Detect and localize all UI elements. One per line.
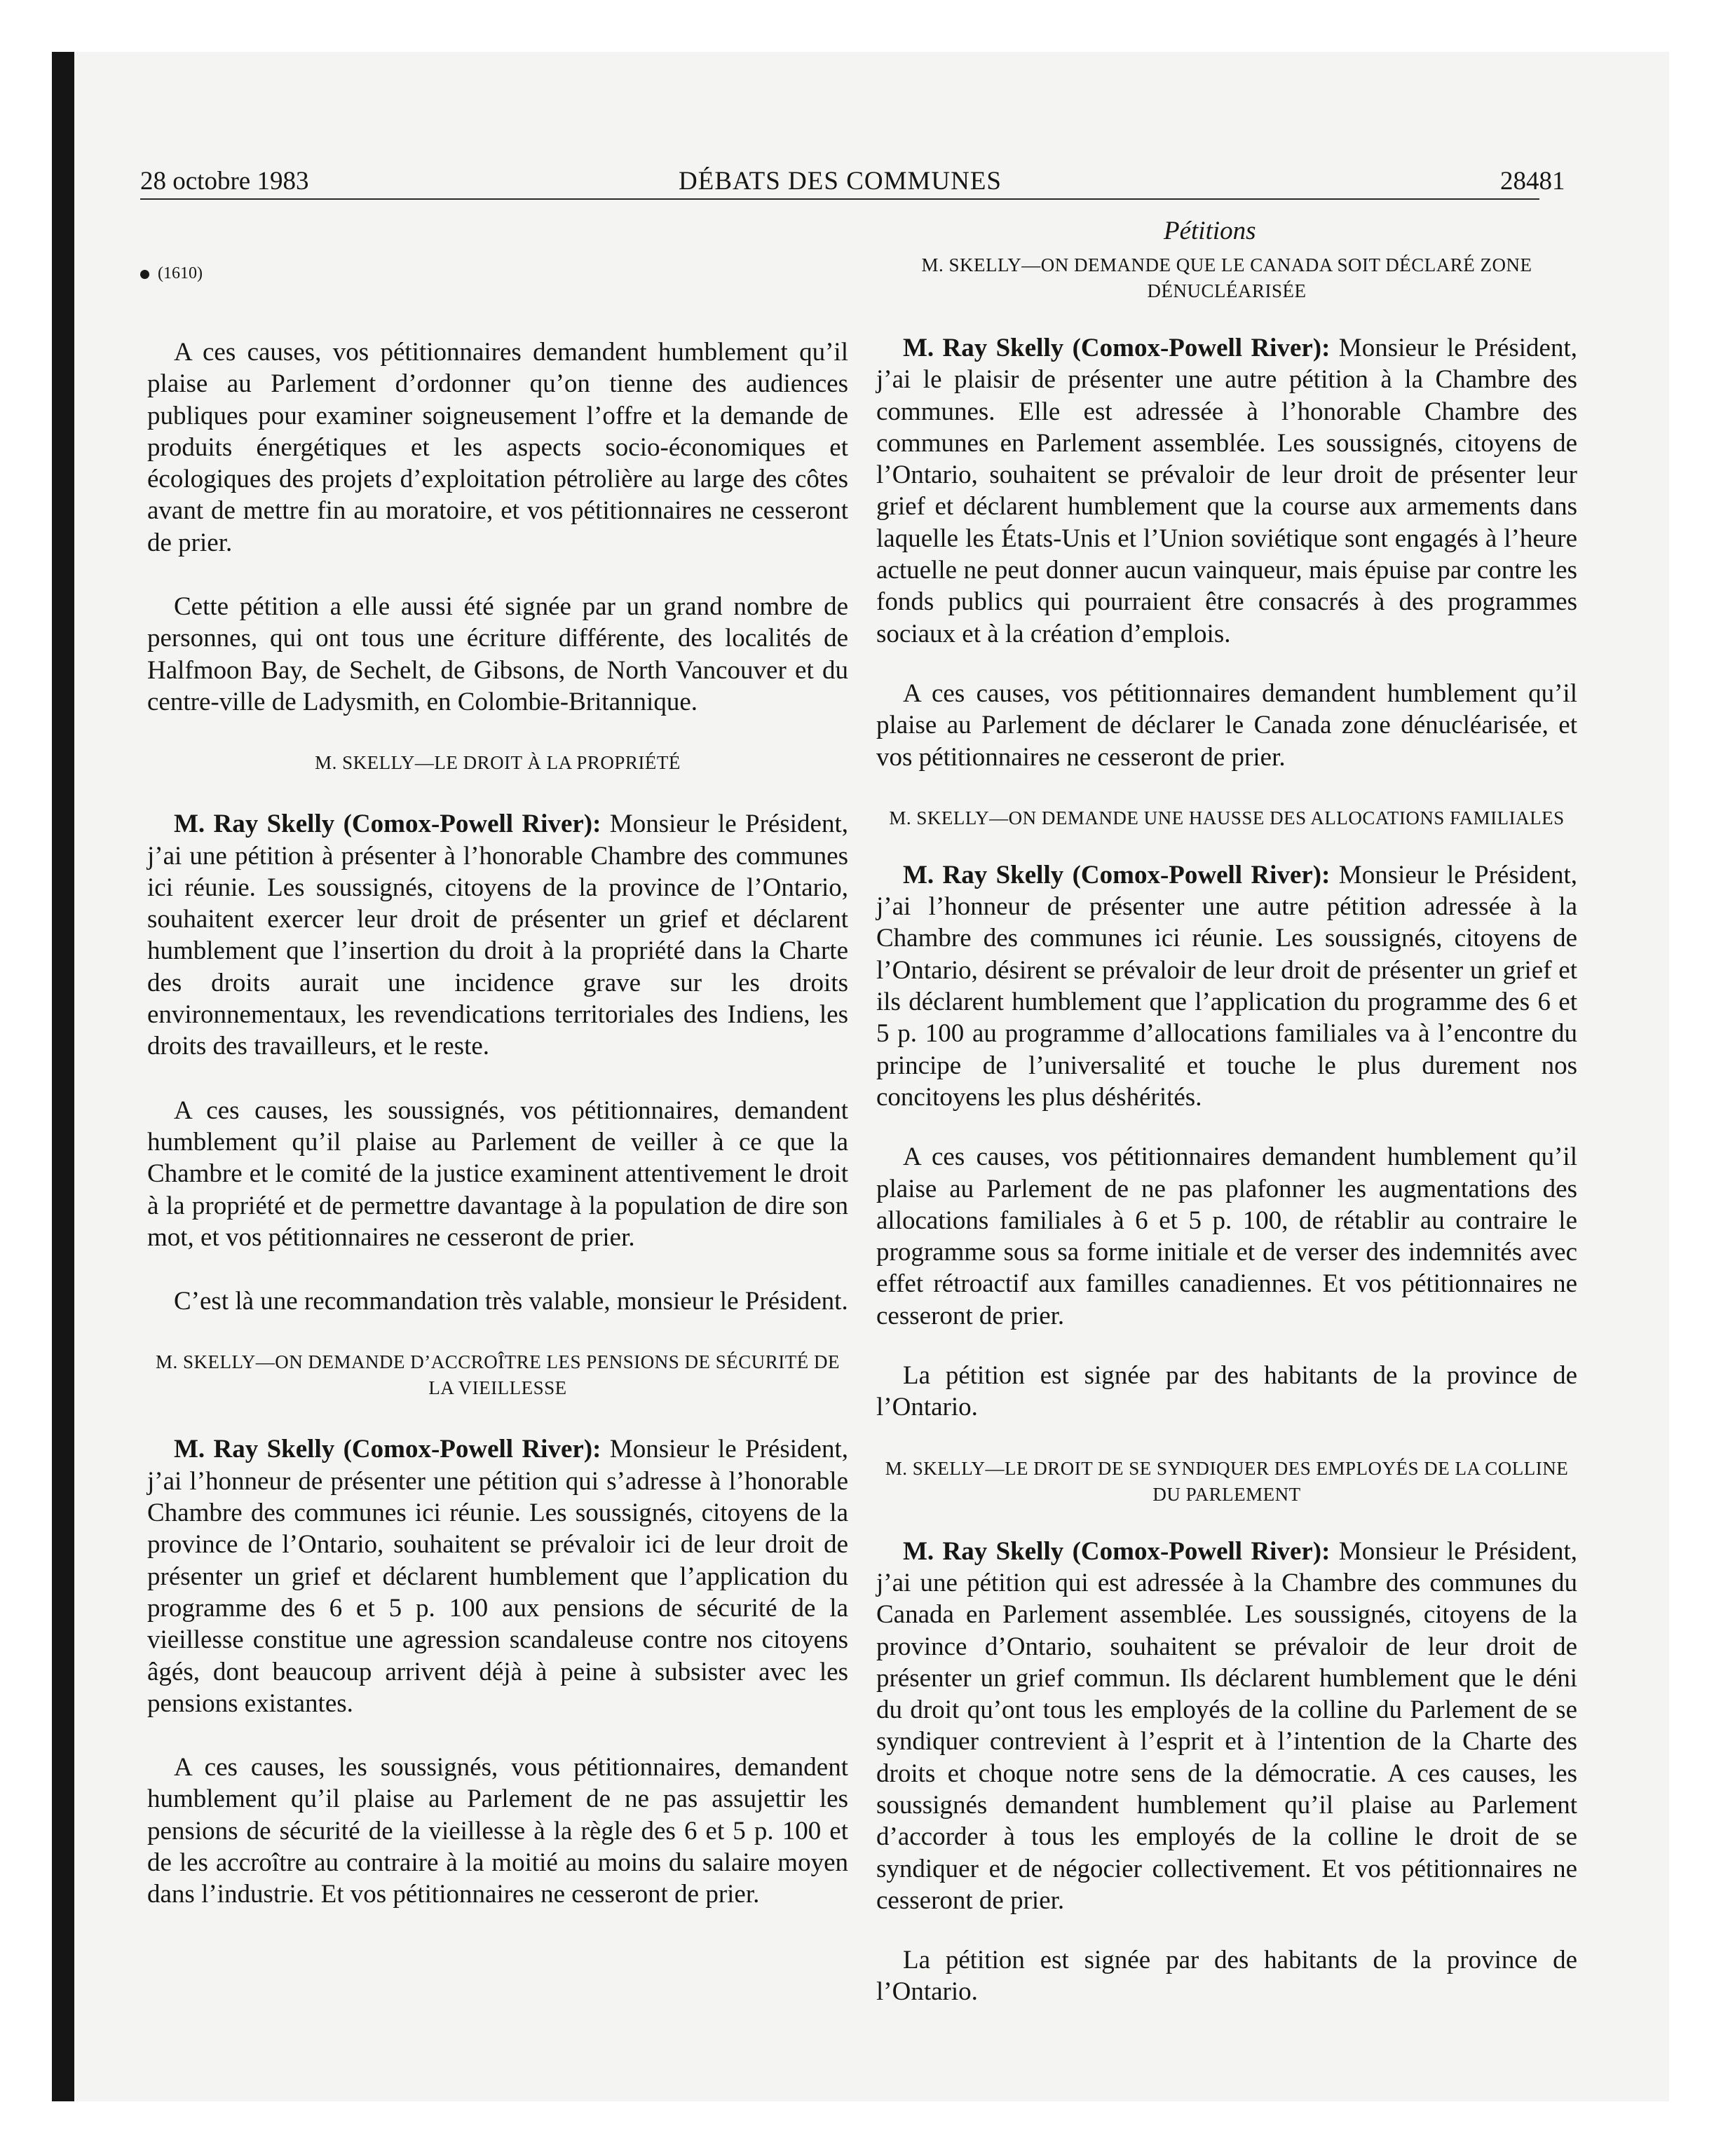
header-rule (140, 198, 1539, 200)
speech-paragraph (876, 1536, 1577, 1917)
speech-text: Monsieur le Président, j’ai une pétition qui est adressée à la Chambre des communes du Canada en Parlement assemblée. Les soussignés, citoyens de la province d’Ontario, souhaitent se prévaloir de leur droit de présenter un grief commun. Ils déclarent humblement que le déni du droit qu’ont tous les employés de la colline du Parlement de se syndiquer contrevient à l’esprit et à l’intention de la Charte des droits et choque notre sens de la démocratie. A ces causes, les soussignés demandent humblement qu’il plaise au Parlement d’accorder à tous les employés de la colline le droit de se syndiquer et de négocier collectivement. Et vos pétitionnaires ne cesseront de prier. (876, 1536, 1577, 1915)
paragraph: A ces causes, vos pétitionnaires demandent humblement qu’il plaise au Parlement d’ordonner qu’on tienne des audiences publiques pour examiner soigneusement l’offre et la demande de produits énergétiques et les aspects socio-économiques et écologiques des projets d’exploitation pétrolière au large des côtes avant de mettre fin au moratoire, et vos pétitionnaires ne cesseront de prier. (147, 338, 848, 557)
speech-text: Monsieur le Président, j’ai une pétition à présenter à l’honorable Chambre des communes ici réunie. Les soussignés, citoyens de la province de l’Ontario, souhaitent exercer leur droit de présenter un grief et déclarent humblement que l’insertion du droit à la propriété dans la Charte des droits aurait une incidence grave sur les droits environnementaux, les revendications territoriales des Indiens, les droits des travailleurs, et le reste. (147, 810, 848, 1061)
section-heading: M. SKELLY—ON DEMANDE QUE LE CANADA SOIT DÉCLARÉ ZONE DÉNUCLÉARISÉE (921, 254, 1532, 301)
bullet-icon (140, 270, 149, 279)
speech-text: Monsieur le Président, j’ai l’honneur de présenter une autre pétition adressée à la Chambre des communes ici réunie. Les soussignés, citoyens de l’Ontario, désirent se prévaloir de leur droit de présenter un grief et ils déclarent humblement que l’application du programme des 6 et 5 p. 100 au programme d’allocations familiales va à l’encontre du principe de l’universalité et touche le plus durement nos concitoyens les plus déshérités. (876, 860, 1577, 1112)
speaker-name: M. Ray Skelly (Comox-Powell River): (174, 1435, 601, 1464)
section-heading: M. SKELLY—ON DEMANDE D’ACCROÎTRE LES PENSIONS DE SÉCURITÉ DE LA VIEILLESSE (155, 1351, 841, 1399)
paragraph: A ces causes, les soussignés, vos pétitionnaires, demandent humblement qu’il plaise au Parlement de veiller à ce que la Chambre et le comité de la justice examinent attentivement le droit à la propriété et de permettre davantage à la population de dire son mot, et vos pétitionnaires ne cesseront de prier. (147, 1096, 848, 1252)
speaker-name: M. Ray Skelly (Comox-Powell River): (174, 810, 601, 839)
paragraph: Cette pétition a elle aussi été signée par un grand nombre de personnes, qui ont tous une écriture différente, des localités de Halfmoon Bay, de Sechelt, de Gibsons, de North Vancouver et du centre-ville de Ladysmith, en Colombie-Britannique. (147, 592, 848, 716)
section-heading: M. SKELLY—LE DROIT À LA PROPRIÉTÉ (315, 752, 681, 774)
section-heading: M. SKELLY—ON DEMANDE UNE HAUSSE DES ALLOCATIONS FAMILIALES (889, 807, 1565, 828)
time-marker-text: (1610) (158, 264, 203, 282)
speech-paragraph (147, 808, 848, 1062)
speaker-name: M. Ray Skelly (Comox-Powell River): (903, 1536, 1331, 1566)
header-date: 28 octobre 1983 (140, 167, 309, 196)
paragraph: La pétition est signée par des habitants de la province de l’Ontario. (876, 1361, 1577, 1422)
header-page-number: 28481 (1500, 167, 1565, 196)
paragraph: La pétition est signée par des habitants de la province de l’Ontario. (876, 1946, 1577, 2007)
left-column (147, 336, 848, 1911)
speech-paragraph (876, 332, 1577, 650)
section-heading: M. SKELLY—LE DROIT DE SE SYNDIQUER DES EMPLOYÉS DE LA COLLINE DU PARLEMENT (885, 1457, 1569, 1505)
speech-text: Monsieur le Président, j’ai le plaisir de présenter une autre pétition à la Chambre des communes. Elle est adressée à l’honorable Chambre des communes en Parlement assemblée. Les soussignés, citoyens de l’Ontario, souhaitent se prévaloir de leur droit de présenter leur grief et déclarent humblement que la course aux armements dans laquelle les États-Unis et l’Union soviétique sont engagés à l’heure actuelle ne peut donner aucun vainqueur, mais épuise par contre les fonds publics qui pourraient être consacrés à des programmes sociaux et à la création d’emplois. (876, 334, 1577, 648)
paragraph: A ces causes, les soussignés, vous pétitionnaires, demandent humblement qu’il plaise au Parlement de ne pas assujettir les pensions de sécurité de la vieillesse à la règle des 6 et 5 p. 100 et de les accroître au contraire à la moitié au moins du salaire moyen dans l’industrie. Et vos pétitionnaires ne cesseront de prier. (147, 1753, 848, 1909)
time-marker (140, 261, 203, 286)
scan-binding-edge (52, 52, 74, 2101)
speech-text: Monsieur le Président, j’ai l’honneur de présenter une pétition qui s’adresse à l’honorable Chambre des communes ici réunie. Les soussignés, citoyens de la province de l’Ontario, souhaitent se prévaloir ici de leur droit de présenter un grief et déclarent humblement que l’application du programme des 6 et 5 p. 100 aux pensions de sécurité de la vieillesse constitue une agression scandaleuse contre nos citoyens âgés, dont beaucoup arrivent déjà à peine à subsister avec les pensions existantes. (147, 1435, 848, 1718)
paragraph: C’est là une recommandation très valable, monsieur le Président. (174, 1287, 848, 1316)
speech-paragraph (147, 1433, 848, 1719)
speech-paragraph (876, 859, 1577, 1113)
header-title: DÉBATS DES COMMUNES (679, 167, 1002, 196)
section-title: Pétitions (1164, 217, 1256, 245)
paragraph: A ces causes, vos pétitionnaires demandent humblement qu’il plaise au Parlement de déclarer le Canada zone dénucléarisée, et vos pétitionnaires ne cesseront de prier. (876, 678, 1577, 772)
speaker-name: M. Ray Skelly (Comox-Powell River): (903, 860, 1331, 889)
speaker-name: M. Ray Skelly (Comox-Powell River): (903, 334, 1331, 362)
paragraph: A ces causes, vos pétitionnaires demandent humblement qu’il plaise au Parlement de ne pas plafonner les augmentations des allocations familiales à 6 et 5 p. 100, de rétablir au contraire le programme sous sa forme initiale et de verser des indemnités avec effet rétroactif aux familles canadiennes. Et vos pétitionnaires ne cesseront de prier. (876, 1142, 1577, 1330)
right-column (876, 252, 1577, 2008)
